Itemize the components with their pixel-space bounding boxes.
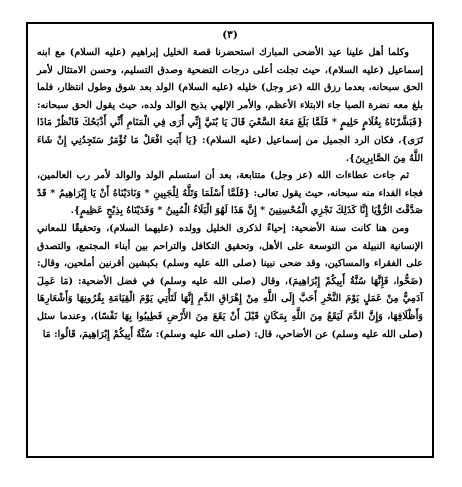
page-frame [26, 22, 434, 458]
paragraph-intro: وكلما أهل علينا عيد الأضحى المبارك استحضرنا قصة الخليل إبراهيم (عليه السلام) مع ابنه إسماعيل (عليه السلام)، حيث تجلت أعلى درجات التضحية وصدق التسليم، وحسن الامتثال لأمر الحق سبحانه، بعدما رزق الله (عز وجل) خليله (عليه السلام) الولد بعد شوق وطول انتظار، فلما بلغ معه نضرة الصبا جاء الابتلاء الأعظم، والأمر الإلهي بذبح الوالد ولده، حيث يقول الحق سبحانه: {فَبَشَّرْنَاهُ بِغُلَامٍ حَلِيمٍ * فَلَمَّا بَلَغَ مَعَهُ السَّعْيَ قَالَ يَا بُنَيَّ إِنِّي أَرَى فِي الْمَنَامِ أَنِّي أَذْبَحُكَ فَانْظُرْ مَاذَا تَرَى}، فكان الرد الجميل من إسماعيل (عليه السلام): {يَا أَبَتِ افْعَلْ مَا تُؤْمَرُ سَتَجِدُنِي إِنْ شَاءَ اللَّهُ مِنَ الصَّابِرِينَ}. [37, 47, 423, 164]
paragraph-ransom: ثم جاءت عطاءات الله (عز وجل) متتابعة، بعد أن استسلم الولد والوالد لأمر رب العالمين، فجاء الفداء منه سبحانه، حيث يقول تعالى: {فَلَمَّا أَسْلَمَا وَتَلَّهُ لِلْجَبِينِ * وَنَادَيْنَاهُ أَنْ يَا إِبْرَاهِيمُ * قَدْ صَدَّقْتَ الرُّؤْيَا إِنَّا كَذَلِكَ نَجْزِي الْمُحْسِنِينَ * إِنَّ هَذَا لَهُوَ الْبَلَاءُ الْمُبِينُ * وَفَدَيْنَاهُ بِذِبْحٍ عَظِيمٍ}. [37, 170, 423, 217]
page-number: (٣) [222, 29, 238, 41]
paragraph-sunnah: ومن هنا كانت سنة الأضحية: إحياءً لذكرى الخليل وولده (عليهما السلام)، وتحقيقًا للمعاني الإنسانية النبيلة من التوسعة على الأهل، وتحقيق التكافل والتراحم بين أبناء المجتمع، والتصدق على الفقراء والمساكين، وقد ضحى نبينا (صلى الله عليه وسلم) بكبشين أقرنين أملحين، وقال: (ضَحُّوا، فَإِنَّهَا سُنَّةُ أَبِيكُمْ إِبْرَاهِيمَ)، وقال (صلى الله عليه وسلم) في فضل الأضحية: (مَا عَمِلَ آدَمِيٌّ مِنْ عَمَلٍ يَوْمَ النَّحْرِ أَحَبَّ إِلَى اللَّهِ مِنْ إِهْرَاقِ الدَّمِ إِنَّهَا لَتَأْتِي يَوْمَ الْقِيَامَةِ بِقُرُونِهَا وَأَشْعَارِهَا وَأَظْلَافِهَا، وَإِنَّ الدَّمَ لَيَقَعُ مِنَ اللَّهِ بِمَكَانٍ قَبْلَ أَنْ يَقَعَ مِنَ الأَرْضِ فَطِيبُوا بِهَا نَفْسًا)، وعندما سئل (صلى الله عليه وسلم) عن الأضاحي، قال: (صلى الله عليه وسلم): سُنَّةُ أَبِيكُمْ إِبْرَاهِيمَ، قَالُوا: مَا [37, 222, 423, 340]
